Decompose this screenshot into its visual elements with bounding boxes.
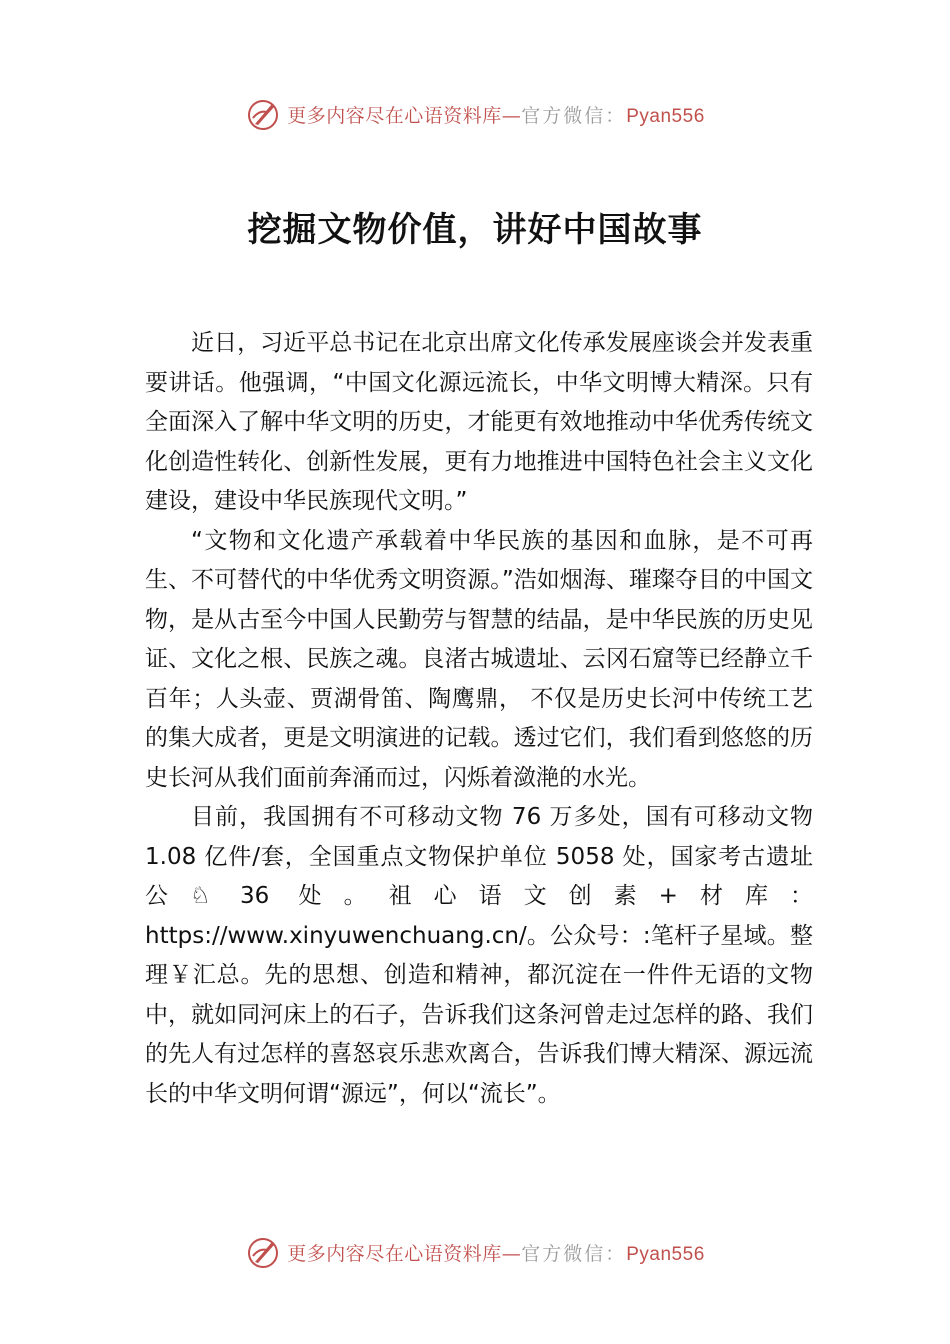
quill-seal-icon [245, 1234, 281, 1270]
header-banner [0, 94, 950, 134]
quill-seal-icon [245, 96, 281, 132]
paragraph-3: 目前，我国拥有不可移动文物 76 万多处，国有可移动文物 1.08 亿件/套，全国重点文物保护单位 5058 处，国家考古遗址公♘ 36 处。祖心语文创素+材库：https://www.xinyuwenchuang.cn/。公众号：:笔杆子星域。整理￥汇总。先的思想、创造和精神，都沉淀在一件件无语的文物中，就如同河床上的石子，告诉我们这条河曾走过怎样的路、我们的先人有过怎样的喜怒哀乐悲欢离合，告诉我们博大精深、源远流长的中华文明何谓“源远”，何以“流长”。 [145, 804, 813, 1107]
banner-wechat-label: 官方微信： [521, 1242, 627, 1265]
paragraph-2: “文物和文化遗产承载着中华民族的基因和血脉，是不可再生、不可替代的中华优秀文明资源。”浩如烟海、璀璨夺目的中国文物，是从古至今中国人民勤劳与智慧的结晶，是中华民族的历史见证、文化之根、民族之魂。良渚古城遗址、云冈石窟等已经静立千百年；人头壶、贾湖骨笛、陶鹰鼎， 不仅是历史长河中传统工艺的集大成者，更是文明演进的记载。透过它们，我们看到悠悠的历史长河从我们面前奔涌而过，闪烁着潋滟的水光。 [145, 527, 813, 791]
footer-banner [0, 1232, 950, 1272]
banner-wechat-label: 官方微信： [521, 104, 627, 127]
banner-text [287, 101, 705, 128]
banner-text [287, 1239, 705, 1266]
paragraph-1: 近日，习近平总书记在北京出席文化传承发展座谈会并发表重要讲话。他强调，“中国文化源远流长，中华文明博大精深。只有全面深入了解中华文明的历史，才能更有效地推动中华优秀传统文化创造性转化、创新性发展，更有力地推进中国特色社会主义文化建设，建设中华民族现代文明。” [145, 330, 813, 514]
banner-slogan: 更多内容尽在心语资料库— [287, 104, 522, 127]
banner-slogan: 更多内容尽在心语资料库— [287, 1242, 522, 1265]
article-body [145, 324, 813, 1114]
banner-wechat-id: Pyan556 [626, 1243, 705, 1265]
page-title: 挖掘文物价值，讲好中国故事 [247, 210, 703, 250]
banner-wechat-id: Pyan556 [626, 105, 705, 127]
